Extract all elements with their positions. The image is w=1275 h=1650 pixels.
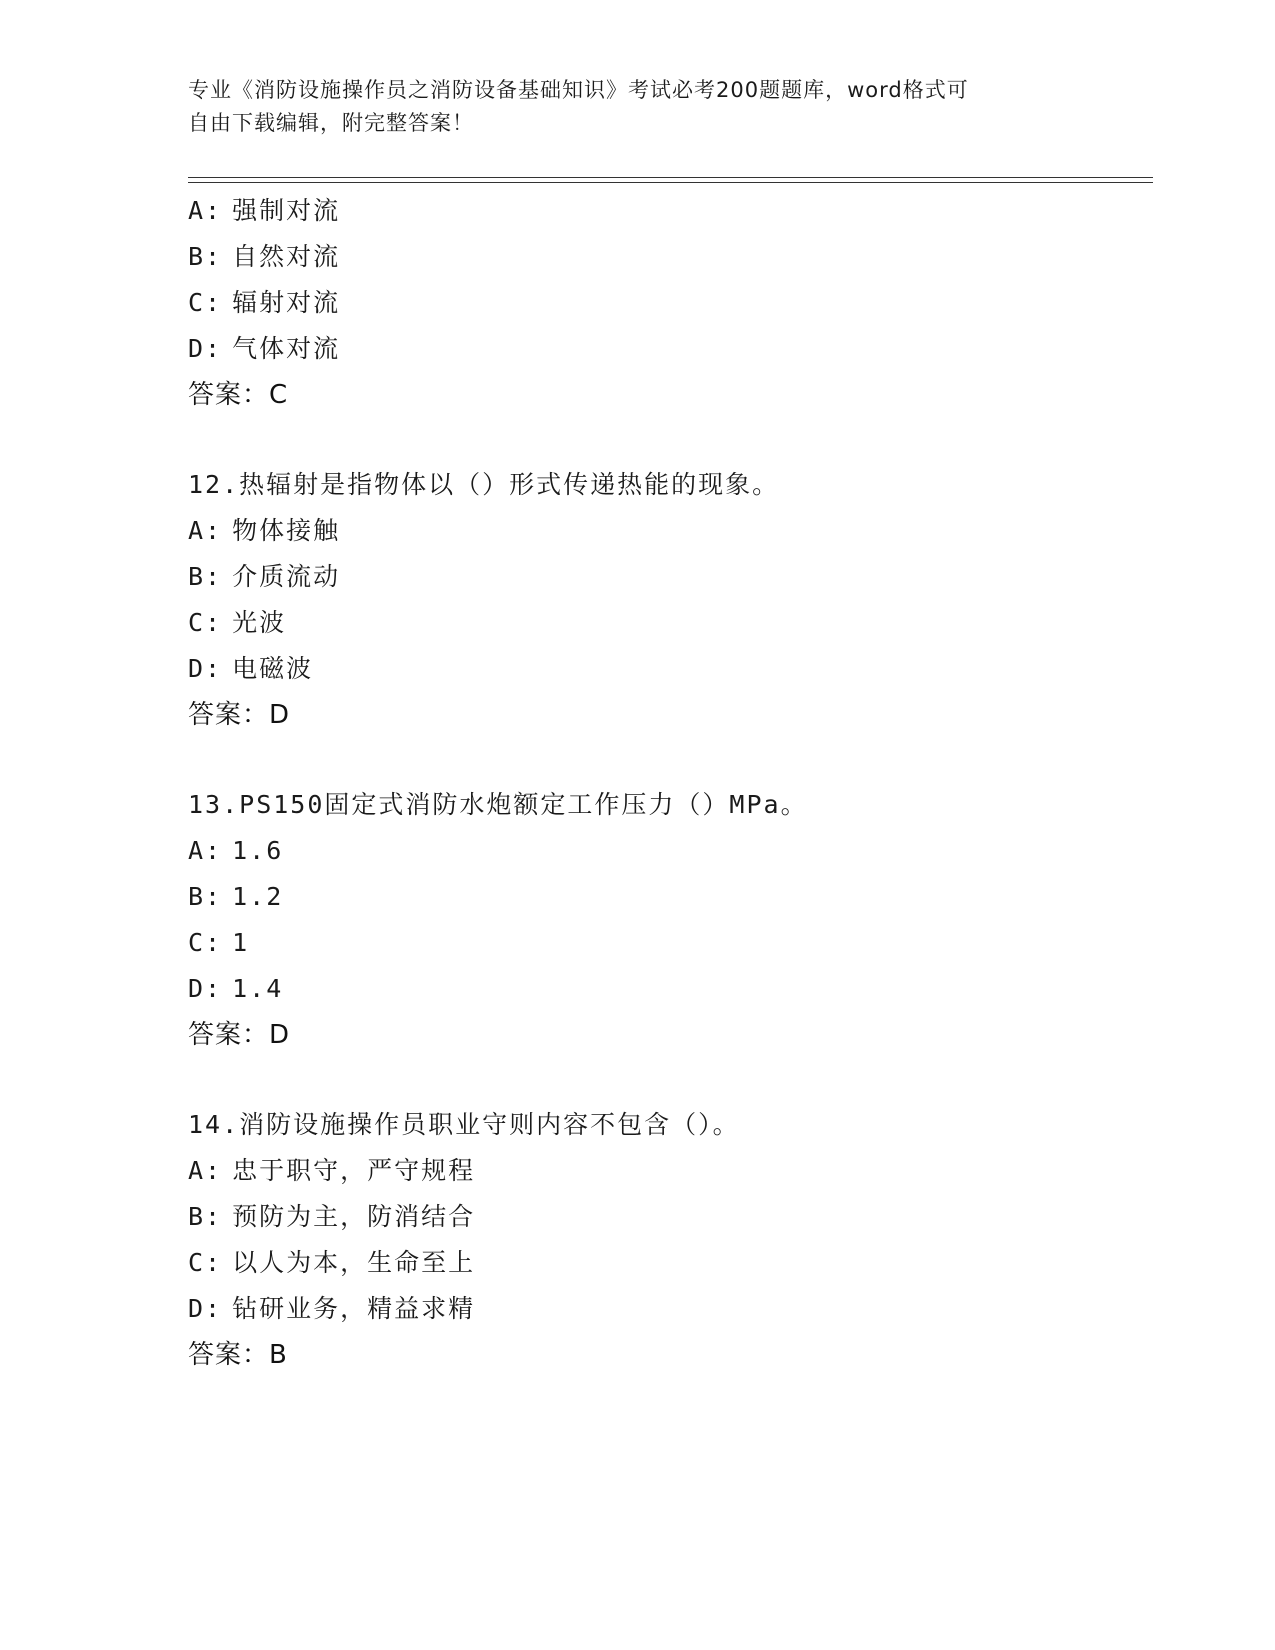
option-a: A: 物体接触 [188, 516, 341, 545]
option-d: D: 气体对流 [188, 334, 341, 363]
answer-line: 答案：D [188, 1020, 291, 1050]
question-block [188, 462, 1148, 738]
option-b: B: 介质流动 [188, 562, 341, 591]
question-block [188, 1102, 1148, 1378]
question-text: 13.PS150固定式消防水炮额定工作压力（）MPa。 [188, 790, 808, 819]
question-text: 12.热辐射是指物体以（）形式传递热能的现象。 [188, 470, 780, 499]
option-d: D: 1.4 [188, 974, 284, 1003]
option-c: C: 辐射对流 [188, 288, 341, 317]
option-a: A: 1.6 [188, 836, 284, 865]
option-d: D: 钻研业务，精益求精 [188, 1294, 476, 1323]
option-c: C: 以人为本，生命至上 [188, 1248, 476, 1277]
document-header [188, 74, 1068, 140]
header-divider-bottom [188, 182, 1153, 183]
option-b: B: 1.2 [188, 882, 284, 911]
answer-line: 答案：D [188, 700, 291, 730]
question-list [188, 188, 1148, 1378]
option-b: B: 自然对流 [188, 242, 341, 271]
header-line-1: 专业《消防设施操作员之消防设备基础知识》考试必考200题题库，word格式可 [188, 78, 969, 102]
option-d: D: 电磁波 [188, 654, 314, 683]
header-line-2: 自由下载编辑，附完整答案！ [188, 111, 474, 135]
question-block [188, 782, 1148, 1058]
question-block [188, 188, 1148, 418]
answer-line: 答案：C [188, 380, 289, 410]
answer-line: 答案：B [188, 1340, 288, 1370]
option-c: C: 光波 [188, 608, 287, 637]
option-c: C: 1 [188, 928, 250, 957]
question-text: 14.消防设施操作员职业守则内容不包含（）。 [188, 1110, 740, 1139]
option-a: A: 忠于职守，严守规程 [188, 1156, 476, 1185]
option-b: B: 预防为主，防消结合 [188, 1202, 476, 1231]
option-a: A: 强制对流 [188, 196, 341, 225]
header-divider-top [188, 177, 1153, 178]
